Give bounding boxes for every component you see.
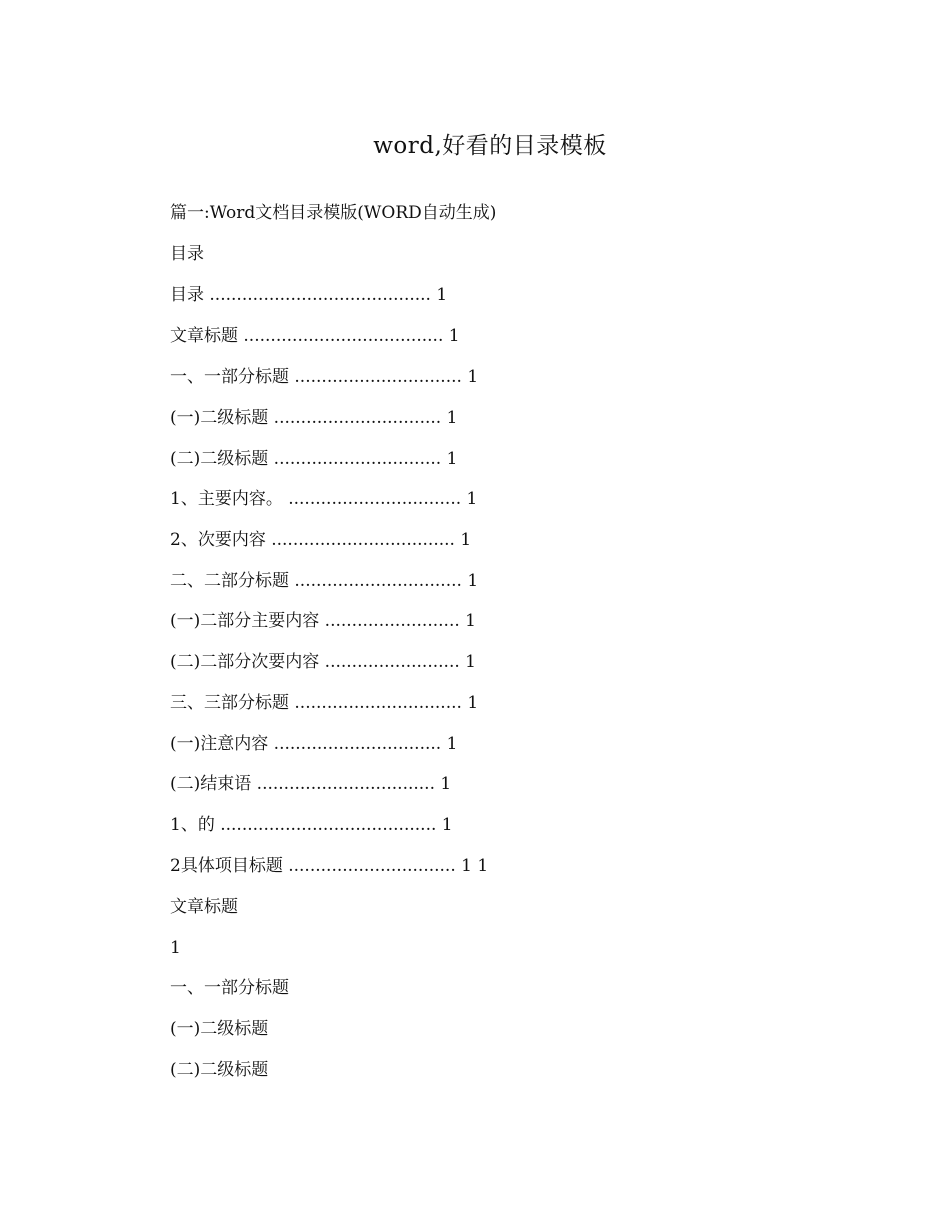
toc-entry: 一、一部分标题 ............................... 1	[170, 367, 479, 387]
toc-entry: 目录 ......................................... 1	[170, 285, 448, 305]
section-heading: 篇一:Word文档目录模版(WORD自动生成)	[170, 203, 497, 223]
body-heading: (二)二级标题	[170, 1060, 269, 1080]
body-heading: 文章标题	[170, 897, 238, 917]
document-title: word,好看的目录模板	[373, 133, 607, 159]
toc-heading: 目录	[170, 244, 204, 264]
toc-entry: (一)注意内容 ............................... 1	[170, 734, 458, 754]
toc-entry: 文章标题 ..................................... 1	[170, 326, 460, 346]
toc-entry: (二)二部分次要内容 ......................... 1	[170, 652, 476, 672]
body-text: 1	[170, 938, 181, 958]
toc-entry: 1、主要内容。 ................................ 1	[170, 489, 478, 509]
body-heading: 一、一部分标题	[170, 978, 289, 998]
toc-entry: 2具体项目标题 ............................... 1 1	[170, 856, 489, 876]
toc-entry: 三、三部分标题 ............................... 1	[170, 693, 479, 713]
toc-entry: 1、的 ........................................ 1	[170, 815, 453, 835]
toc-entry: (二)二级标题 ............................... 1	[170, 449, 458, 469]
toc-entry: 2、次要内容 .................................. 1	[170, 530, 472, 550]
toc-entry: (二)结束语 ................................. 1	[170, 774, 452, 794]
body-heading: (一)二级标题	[170, 1019, 269, 1039]
toc-entry: (一)二级标题 ............................... 1	[170, 408, 458, 428]
toc-entry: (一)二部分主要内容 ......................... 1	[170, 611, 476, 631]
toc-entry: 二、二部分标题 ............................... 1	[170, 571, 479, 591]
